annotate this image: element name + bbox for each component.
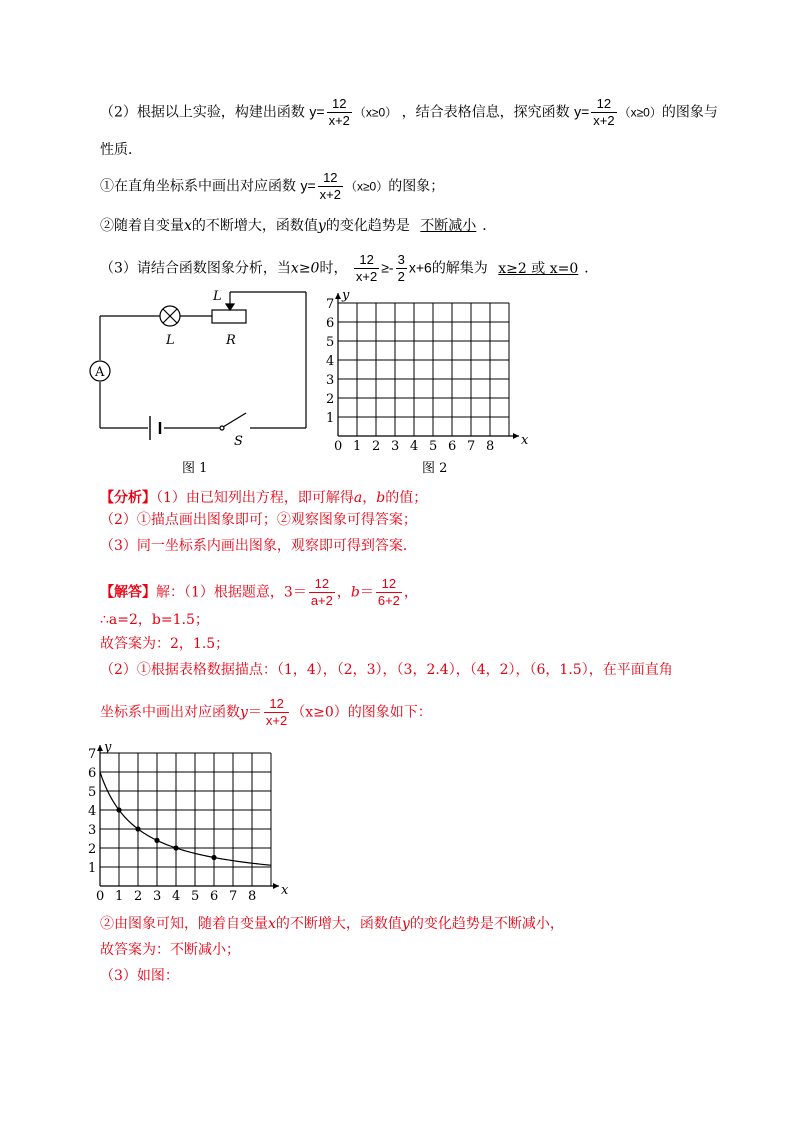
item1-end: 的图象； bbox=[388, 178, 445, 195]
fraction-num: 12 bbox=[327, 96, 352, 113]
x-tick-label: 1 bbox=[115, 889, 124, 904]
y-axis-label: y bbox=[104, 740, 112, 755]
solution-line-3: 故答案为：2，1.5； bbox=[100, 636, 230, 652]
solution-text: 的不断增大，函数值 bbox=[275, 916, 402, 932]
x-tick-label: 4 bbox=[410, 439, 419, 454]
x-tick-label: 5 bbox=[191, 889, 200, 904]
analysis-line-1 bbox=[100, 488, 427, 508]
solution-tag: 【解答】 bbox=[100, 584, 156, 601]
empty-grid-figure bbox=[320, 290, 540, 480]
item2-text: 的不断增大，函数值 bbox=[191, 218, 318, 234]
y-tick-label: 4 bbox=[326, 354, 335, 369]
var-b: b bbox=[376, 490, 386, 506]
var-y: y bbox=[240, 704, 248, 721]
analysis-line-3: （3）同一坐标系内画出图象，观察即可得到答案． bbox=[100, 538, 417, 554]
lamp-label: L bbox=[166, 333, 175, 348]
fraction bbox=[264, 696, 289, 729]
resistor-icon bbox=[212, 310, 306, 323]
y-tick-label: 3 bbox=[326, 373, 335, 388]
y-tick-label: 4 bbox=[88, 804, 97, 819]
func-y: y= bbox=[300, 177, 316, 194]
function-curve bbox=[100, 772, 271, 865]
part2-intro-a: （2）根据以上实验，构建出函数 bbox=[100, 104, 305, 121]
part2-intro-d: 性质． bbox=[100, 142, 142, 158]
x-axis-label: x bbox=[521, 433, 529, 448]
data-point bbox=[173, 845, 178, 850]
slider-arrow-icon bbox=[226, 304, 234, 310]
y-tick-label: 2 bbox=[326, 392, 335, 407]
fraction-den: x+2 bbox=[319, 187, 341, 202]
y-tick-label: 5 bbox=[88, 785, 97, 800]
y-axis-arrow-icon bbox=[97, 745, 103, 751]
y-tick-label: 5 bbox=[326, 335, 335, 350]
y-tick-label: 7 bbox=[326, 297, 335, 312]
battery-icon bbox=[150, 416, 160, 440]
part2-item1 bbox=[100, 170, 444, 203]
fraction-den: x+2 bbox=[593, 113, 615, 128]
x-tick-label: 6 bbox=[448, 439, 457, 454]
fraction bbox=[354, 252, 379, 285]
x-axis-label: x bbox=[281, 883, 289, 898]
fraction-num: 12 bbox=[264, 696, 289, 713]
func-y: y= bbox=[309, 103, 325, 120]
inequality-sign: ≥- bbox=[381, 259, 394, 276]
solution-line-1 bbox=[100, 576, 418, 609]
x-tick-label: 4 bbox=[172, 889, 181, 904]
fraction-den: x+2 bbox=[265, 713, 288, 728]
y-axis-arrow-icon bbox=[335, 293, 341, 299]
y-axis-label: y bbox=[342, 290, 350, 303]
var-x: x bbox=[184, 218, 192, 234]
resistor-label: R bbox=[226, 333, 236, 348]
x-tick-label: 7 bbox=[229, 889, 238, 904]
solution-text: 解：（1）根据题意，3＝ bbox=[156, 584, 307, 601]
x-tick-label: 3 bbox=[391, 439, 400, 454]
part3-cond: x≥0 bbox=[290, 260, 320, 277]
x-tick-label: 1 bbox=[353, 439, 362, 454]
part3-text: 的解集为 bbox=[431, 260, 488, 277]
fraction-den: 2 bbox=[397, 269, 405, 284]
item1-text: ①在直角坐标系中画出对应函数 bbox=[100, 178, 296, 195]
domain-condition: （x≥0） bbox=[353, 105, 398, 120]
x-tick-label: 6 bbox=[210, 889, 219, 904]
data-point bbox=[116, 807, 121, 812]
fig2-caption: 图 2 bbox=[422, 461, 448, 476]
fraction-num: 12 bbox=[376, 576, 402, 593]
fraction-den: 6+2 bbox=[377, 593, 400, 608]
x-tick-label: 3 bbox=[153, 889, 162, 904]
solution-text: ＝ bbox=[359, 584, 374, 601]
part3-end: ． bbox=[584, 260, 599, 277]
fraction-num: 12 bbox=[309, 576, 335, 593]
analysis-tag: 【分析】 bbox=[100, 490, 156, 506]
var-y: y bbox=[401, 916, 410, 932]
solution-text: 坐标系中画出对应函数 bbox=[100, 704, 240, 721]
domain-condition: （x≥0） bbox=[344, 179, 389, 194]
fraction-den: x+2 bbox=[328, 113, 350, 128]
analysis-text: 的值； bbox=[385, 490, 428, 506]
item2-text: ②随着自变量 bbox=[100, 218, 184, 234]
data-point bbox=[154, 838, 159, 843]
analysis-line-2: （2）①描点画出图象即可；②观察图象可得答案； bbox=[100, 512, 417, 528]
part3-text: 时， bbox=[319, 260, 348, 277]
analysis-sep: ， bbox=[362, 490, 377, 506]
x-tick-label: 2 bbox=[134, 889, 143, 904]
y-tick-label: 3 bbox=[88, 823, 97, 838]
part3-text: （3）请结合函数图象分析，当 bbox=[100, 260, 291, 277]
fraction bbox=[591, 96, 616, 129]
var-a: a bbox=[353, 490, 363, 506]
x-tick-label: 7 bbox=[467, 439, 476, 454]
fraction bbox=[327, 96, 352, 129]
solution-line-7: 故答案为：不断减小； bbox=[100, 942, 240, 958]
x-axis-arrow-icon bbox=[273, 883, 279, 889]
fraction bbox=[309, 576, 335, 609]
expr-tail: x+6 bbox=[408, 259, 432, 276]
part2-intro-line bbox=[100, 96, 718, 129]
solution-line-2: ∴a=2，b=1.5； bbox=[100, 612, 209, 628]
part2-item2 bbox=[100, 216, 496, 236]
part2-intro-c: 的图象与 bbox=[661, 104, 718, 121]
func-y: y= bbox=[574, 103, 590, 120]
function-graph bbox=[80, 730, 300, 910]
data-point bbox=[135, 826, 140, 831]
x-tick-label: 0 bbox=[96, 889, 105, 904]
solution-text: ＝ bbox=[247, 704, 262, 721]
solution-line-5 bbox=[100, 696, 432, 729]
x-tick-label: 8 bbox=[248, 889, 257, 904]
solution-text: ②由图象可知，随着自变量 bbox=[100, 916, 268, 932]
x-tick-label: 0 bbox=[334, 439, 343, 454]
data-point bbox=[211, 855, 216, 860]
solution-line-6 bbox=[100, 914, 564, 934]
y-tick-label: 6 bbox=[326, 316, 335, 331]
solution-text: ， bbox=[403, 584, 418, 601]
solution-line-8: （3）如图： bbox=[100, 968, 179, 984]
switch-icon bbox=[220, 413, 246, 430]
fraction-den: a+2 bbox=[310, 593, 333, 608]
x-axis-arrow-icon bbox=[513, 433, 519, 439]
y-tick-label: 6 bbox=[88, 766, 97, 781]
x-tick-label: 2 bbox=[372, 439, 381, 454]
lamp-icon bbox=[160, 306, 180, 326]
circuit-figure bbox=[80, 280, 320, 480]
fraction-den: x+2 bbox=[355, 269, 378, 284]
fraction-num: 12 bbox=[354, 252, 379, 269]
part2-intro-b: ，结合表格信息，探究函数 bbox=[401, 104, 570, 121]
x-tick-label: 5 bbox=[429, 439, 438, 454]
ammeter-label: A bbox=[95, 365, 105, 380]
domain-condition: （x≥0） bbox=[618, 105, 662, 120]
y-tick-label: 2 bbox=[88, 842, 97, 857]
solution-text: （x≥0）的图象如下： bbox=[291, 704, 432, 721]
fraction-num: 12 bbox=[318, 170, 343, 187]
fraction bbox=[318, 170, 343, 203]
slider-label: L bbox=[213, 289, 222, 304]
var-b: b bbox=[350, 584, 360, 601]
x-tick-label: 8 bbox=[486, 439, 495, 454]
fraction bbox=[396, 252, 407, 285]
solution-line-4: （2）①根据表格数据描点：（1，4），（2，3），（3，2.4），（4，2），（6，1.5），在平面直角 bbox=[100, 662, 673, 678]
solution-text: ， bbox=[336, 584, 351, 601]
var-x: x bbox=[268, 916, 276, 932]
switch-label: S bbox=[234, 434, 243, 449]
fraction-num: 3 bbox=[397, 252, 405, 267]
analysis-text: （1）由已知列出方程，即可解得 bbox=[156, 490, 354, 506]
solution-text: 的变化趋势是不断减小， bbox=[409, 916, 564, 932]
var-y: y bbox=[317, 218, 326, 234]
answer-blank: 不断减小 bbox=[420, 218, 477, 234]
y-tick-label: 1 bbox=[88, 861, 97, 876]
y-tick-label: 1 bbox=[326, 411, 335, 426]
fraction bbox=[376, 576, 402, 609]
y-tick-label: 7 bbox=[88, 747, 97, 762]
fig1-caption: 图 1 bbox=[182, 461, 208, 476]
item2-end: ． bbox=[482, 218, 497, 234]
fraction-num: 12 bbox=[591, 96, 616, 113]
item2-text: 的变化趋势是 bbox=[325, 218, 410, 234]
answer-blank: x≥2 或 x=0 bbox=[498, 260, 579, 277]
